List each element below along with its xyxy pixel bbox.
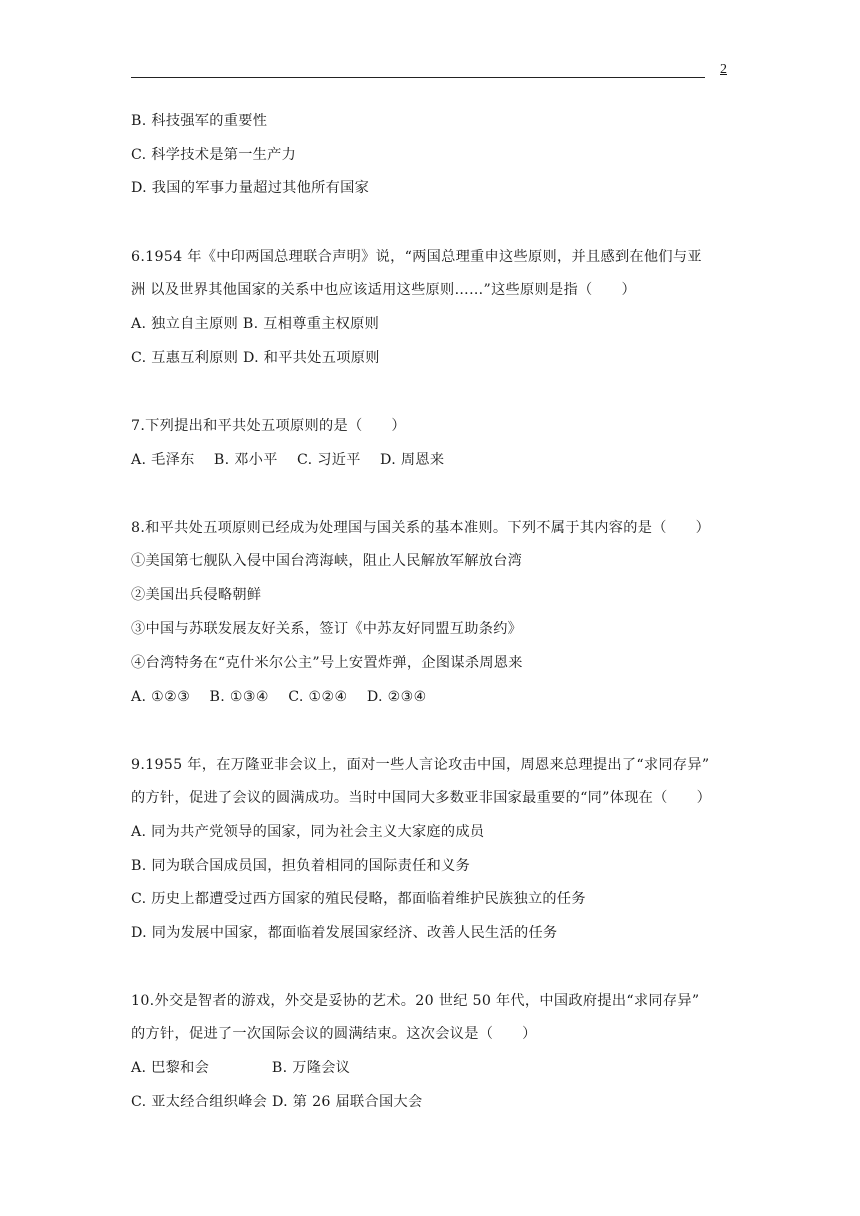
q8-stem: 8.和平共处五项原则已经成为处理国与国关系的基本准则。下列不属于其内容的是（ ）	[131, 520, 711, 536]
q10-stem-line-2: 的方针，促进了一次国际会议的圆满结束。这次会议是（ ）	[131, 1026, 537, 1042]
q10-stem-line-1: 10.外交是智者的游戏，外交是妥协的艺术。20 世纪 50 年代，中国政府提出“求同存异”	[131, 993, 700, 1009]
header-rule	[131, 77, 705, 78]
q8-item-3: ③中国与苏联发展友好关系，签订《中苏友好同盟互助条约》	[131, 621, 523, 637]
q9-stem-line-1: 9.1955 年，在万隆亚非会议上，面对一些人言论攻击中国，周恩来总理提出了“求同存异”	[131, 757, 710, 773]
q8-options: A. ①②③ B. ①③④ C. ①②④ D. ②③④	[131, 689, 427, 705]
q7-stem: 7.下列提出和平共处五项原则的是（ ）	[131, 418, 406, 434]
q9-option-b: B. 同为联合国成员国，担负着相同的国际责任和义务	[131, 858, 471, 874]
q10-options-ab: A. 巴黎和会 B. 万隆会议	[131, 1060, 351, 1076]
q9-stem-line-2: 的方针，促进了会议的圆满成功。当时中国同大多数亚非国家最重要的“同”体现在（ ）	[131, 790, 712, 806]
q5-option-d: D. 我国的军事力量超过其他所有国家	[131, 180, 370, 196]
q9-option-d: D. 同为发展中国家，都面临着发展国家经济、改善人民生活的任务	[131, 925, 558, 941]
q8-item-2: ②美国出兵侵略朝鲜	[131, 587, 262, 603]
q5-option-b: B. 科技强军的重要性	[131, 113, 268, 129]
q5-option-c: C. 科学技术是第一生产力	[131, 147, 297, 163]
q7-options: A. 毛泽东 B. 邓小平 C. 习近平 D. 周恩来	[131, 452, 445, 468]
q8-item-4: ④台湾特务在“克什米尔公主”号上安置炸弹，企图谋杀周恩来	[131, 655, 523, 671]
q6-stem-line-2: 洲 以及世界其他国家的关系中也应该适用这些原则……”这些原则是指（ ）	[131, 282, 636, 298]
q8-item-1: ①美国第七舰队入侵中国台湾海峡，阻止人民解放军解放台湾	[131, 553, 523, 569]
q9-option-c: C. 历史上都遭受过西方国家的殖民侵略，都面临着维护民族独立的任务	[131, 891, 586, 907]
q9-option-a: A. 同为共产党领导的国家，同为社会主义大家庭的成员	[131, 824, 485, 840]
q10-options-cd: C. 亚太经合组织峰会 D. 第 26 届联合国大会	[131, 1094, 423, 1110]
q6-stem-line-1: 6.1954 年《中印两国总理联合声明》说，“两国总理重申这些原则，并且感到在他们与亚	[131, 249, 702, 265]
page-number: 2	[720, 62, 727, 77]
q6-options-cd: C. 互惠互利原则 D. 和平共处五项原则	[131, 350, 380, 366]
q6-options-ab: A. 独立自主原则 B. 互相尊重主权原则	[131, 316, 380, 332]
